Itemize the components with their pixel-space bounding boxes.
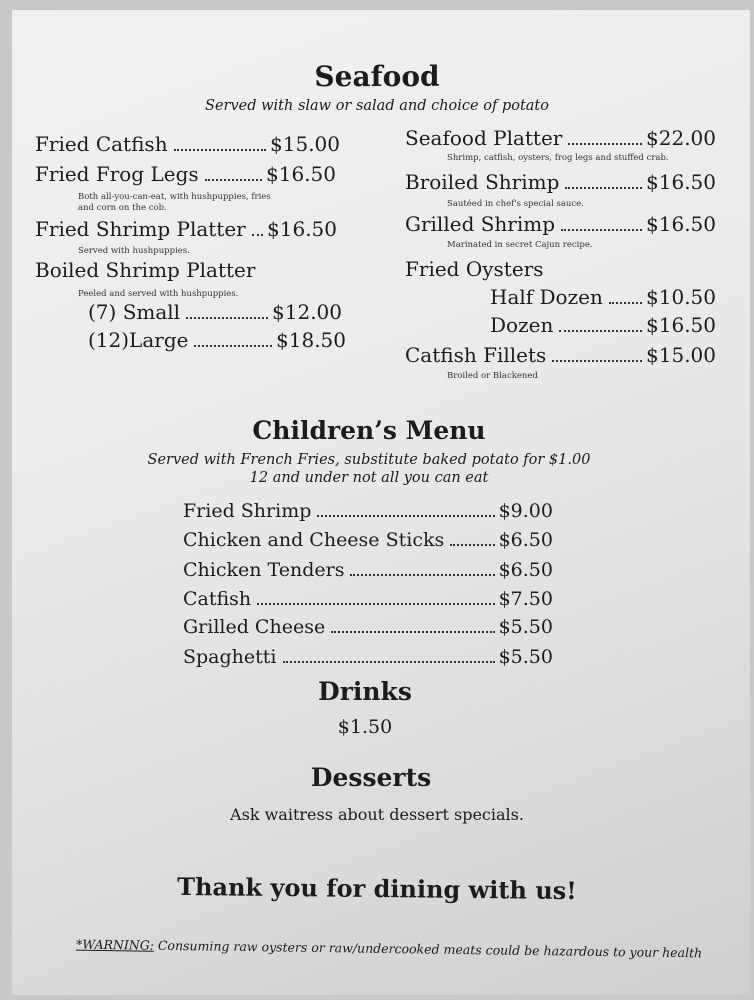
item-name: Chicken Tenders [183, 559, 345, 581]
dot-leader [283, 661, 495, 663]
item-name: Grilled Cheese [183, 616, 326, 638]
seafood-subtitle: Served with slaw or salad and choice of potato [205, 98, 549, 114]
menu-item [405, 257, 544, 281]
menu-item [405, 126, 716, 150]
item-name: Spaghetti [183, 646, 277, 668]
dot-leader [559, 330, 642, 332]
menu-item [183, 559, 553, 581]
item-price: $16.50 [646, 212, 716, 236]
dot-leader [565, 187, 642, 189]
item-note: Both all-you-can-eat, with hushpuppies, fries and corn on the cob. [78, 192, 271, 213]
dot-leader [194, 345, 272, 347]
menu-item [35, 162, 336, 186]
menu-item [183, 616, 553, 638]
item-price: $22.00 [646, 126, 716, 150]
item-note: Sautéed in chef's special sauce. [447, 199, 584, 209]
warning-label: *WARNING: [75, 936, 155, 953]
children-subtitle: Served with French Fries, substitute baked potato for $1.00 [147, 452, 591, 468]
item-name: Half Dozen [490, 285, 603, 309]
menu-item [183, 500, 553, 522]
dot-leader [552, 360, 642, 362]
dot-leader [568, 143, 642, 145]
item-name: Chicken and Cheese Sticks [183, 529, 445, 551]
item-name: Boiled Shrimp Platter [35, 258, 256, 282]
dot-leader [317, 515, 494, 517]
desserts-title: Desserts [310, 763, 432, 792]
thank-you-message: Thank you for dining with us! [177, 871, 577, 906]
item-name: Fried Catfish [35, 132, 168, 156]
drinks-title: Drinks [318, 677, 412, 706]
item-price: $16.50 [266, 162, 336, 186]
item-price: $16.50 [646, 170, 716, 194]
item-price: $9.00 [498, 500, 553, 522]
menu-item [35, 258, 255, 282]
menu-item [35, 132, 340, 156]
dot-leader [252, 234, 263, 236]
item-price: $16.50 [267, 217, 337, 241]
item-note: Shrimp, catfish, oysters, frog legs and stuffed crab. [447, 153, 669, 163]
menu-item [405, 170, 716, 194]
item-name: (7) Small [88, 300, 181, 324]
menu-item [183, 529, 553, 551]
item-note: Served with hushpuppies. [78, 246, 190, 256]
menu-item [183, 646, 553, 668]
seafood-title: Seafood [314, 60, 440, 93]
dot-leader [205, 179, 262, 181]
item-name: Fried Shrimp Platter [35, 217, 246, 241]
item-note: Broiled or Blackened [447, 371, 538, 381]
warning-text: Consuming raw oysters or raw/undercooked meats could be hazardous to your health [153, 937, 703, 961]
dot-leader [609, 302, 642, 304]
item-name: Broiled Shrimp [405, 170, 560, 194]
dot-leader [331, 631, 494, 633]
item-name: Catfish Fillets [405, 343, 547, 367]
menu-item [35, 217, 337, 241]
item-price: $5.50 [498, 646, 553, 668]
item-price: $6.50 [498, 529, 553, 551]
item-price: $12.00 [272, 300, 342, 324]
menu-item [490, 285, 716, 309]
item-price: $5.50 [498, 616, 553, 638]
dot-leader [174, 149, 266, 151]
dot-leader [561, 229, 642, 231]
desserts-text: Ask waitress about dessert specials. [230, 805, 524, 824]
item-name: Seafood Platter [405, 126, 563, 150]
item-price: $6.50 [498, 559, 553, 581]
item-name: Fried Shrimp [183, 500, 312, 522]
dot-leader [186, 317, 268, 319]
menu-item [490, 313, 716, 337]
drinks-price: $1.50 [337, 716, 393, 738]
item-name: Fried Oysters [405, 257, 544, 281]
item-price: $18.50 [276, 328, 346, 352]
item-name: Fried Frog Legs [35, 162, 199, 186]
item-price: $15.00 [270, 132, 340, 156]
menu-item [183, 588, 553, 610]
menu-item [88, 300, 342, 324]
item-price: $7.50 [498, 588, 553, 610]
item-price: $10.50 [646, 285, 716, 309]
item-name: Catfish [183, 588, 252, 610]
children-age-note: 12 and under not all you can eat [249, 470, 489, 486]
menu-item [88, 328, 346, 352]
item-note: Marinated in secret Cajun recipe. [447, 240, 593, 250]
menu-item [405, 343, 716, 367]
item-note: Peeled and served with hushpuppies. [78, 289, 239, 299]
children-title: Children’s Menu [252, 416, 486, 445]
dot-leader [350, 574, 494, 576]
dot-leader [257, 603, 494, 605]
item-price: $16.50 [646, 313, 716, 337]
item-name: (12)Large [88, 328, 189, 352]
item-name: Dozen [490, 313, 554, 337]
menu-item [405, 212, 716, 236]
dot-leader [450, 544, 494, 546]
item-price: $15.00 [646, 343, 716, 367]
item-name: Grilled Shrimp [405, 212, 556, 236]
